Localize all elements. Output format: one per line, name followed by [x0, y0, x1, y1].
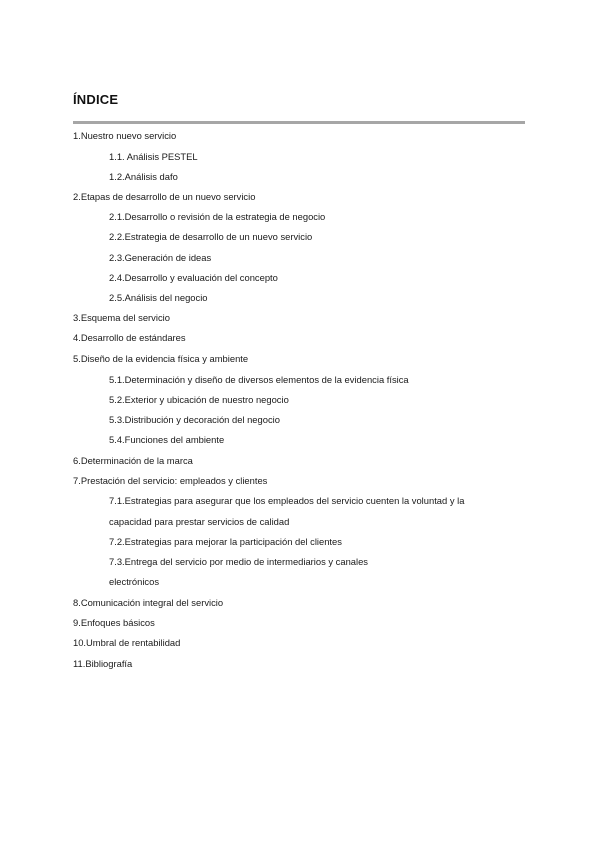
toc-entry: 2.5.Análisis del negocio — [109, 292, 208, 303]
toc-entry: 7.3.Entrega del servicio por medio de intermediarios y canales — [109, 556, 368, 567]
toc-entry: 5.2.Exterior y ubicación de nuestro negocio — [109, 394, 289, 405]
toc-entry: 5.4.Funciones del ambiente — [109, 434, 225, 445]
toc-entry: 6.Determinación de la marca — [73, 455, 193, 466]
toc-entry: 11.Bibliografía — [73, 658, 133, 669]
toc-entry: 2.2.Estrategia de desarrollo de un nuevo servicio — [109, 231, 313, 242]
toc-entry: 5.1.Determinación y diseño de diversos elementos de la evidencia física — [109, 374, 409, 385]
toc-entry: 9.Enfoques básicos — [73, 617, 155, 628]
toc-entry: 8.Comunicación integral del servicio — [73, 597, 224, 608]
toc-entry: electrónicos — [109, 576, 160, 587]
toc-entry: 7.1.Estrategias para asegurar que los empleados del servicio cuenten la voluntad y la — [109, 495, 465, 506]
toc-entry: 4.Desarrollo de estándares — [73, 332, 186, 343]
toc-entry: 1.2.Análisis dafo — [109, 171, 178, 182]
toc-entry: 7.2.Estrategias para mejorar la participación del clientes — [109, 536, 342, 547]
toc-entry: 2.4.Desarrollo y evaluación del concepto — [109, 272, 278, 283]
toc-entry: 5.Diseño de la evidencia física y ambiente — [73, 353, 249, 364]
toc-entry: capacidad para prestar servicios de calidad — [109, 516, 290, 527]
toc-entry: 10.Umbral de rentabilidad — [73, 637, 181, 648]
page-title: ÍNDICE — [73, 92, 119, 107]
toc-entry: 2.3.Generación de ideas — [109, 252, 212, 263]
toc-entry: 2.1.Desarrollo o revisión de la estrategia de negocio — [109, 211, 326, 222]
toc-entry: 7.Prestación del servicio: empleados y clientes — [73, 475, 268, 486]
toc-entry: 1.Nuestro nuevo servicio — [73, 130, 177, 141]
toc-entry: 1.1. Análisis PESTEL — [109, 151, 198, 162]
toc-entry: 3.Esquema del servicio — [73, 312, 170, 323]
toc-entry: 5.3.Distribución y decoración del negocio — [109, 414, 280, 425]
toc-entry: 2.Etapas de desarrollo de un nuevo servicio — [73, 191, 256, 202]
